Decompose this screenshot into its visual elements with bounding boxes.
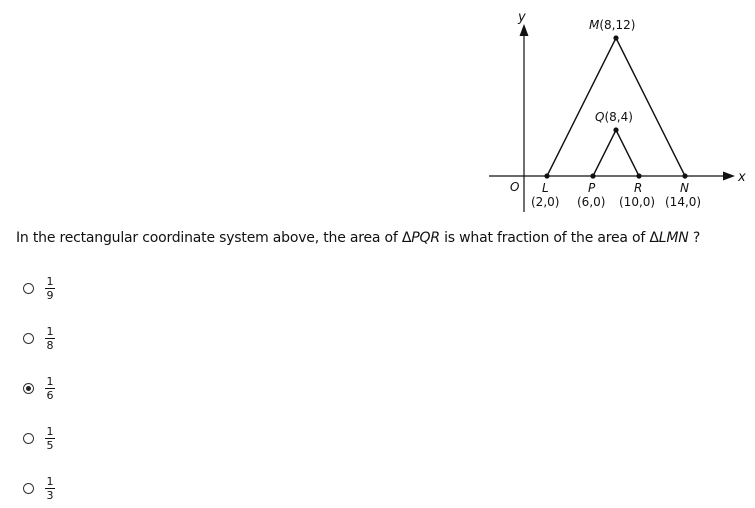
radio-button[interactable]	[23, 433, 34, 444]
fraction	[44, 276, 56, 301]
point-m	[613, 35, 618, 40]
triangle-pqr	[593, 130, 639, 176]
point-p	[590, 173, 595, 178]
question-text	[16, 230, 700, 246]
letter-n: N	[680, 181, 689, 195]
choice-3[interactable]	[23, 376, 143, 406]
triangle-lmn-name: LMN	[658, 230, 689, 246]
radio-button[interactable]	[23, 483, 34, 494]
choice-2[interactable]	[23, 326, 143, 356]
question-part-1: In the rectangular coordinate system above, the area of	[16, 230, 402, 246]
x-axis-arrow	[723, 172, 735, 181]
triangle-pqr-name: PQR	[411, 230, 440, 246]
label-q: Q(8,4)	[595, 110, 633, 124]
numerator: 1	[46, 475, 54, 488]
point-n	[682, 173, 687, 178]
delta-symbol: Δ	[401, 230, 412, 246]
numerator: 1	[46, 325, 54, 338]
fraction	[44, 476, 56, 501]
question-part-2: is what fraction of the area of	[439, 230, 650, 246]
coords-p: (6,0)	[577, 195, 606, 209]
y-axis-label: y	[518, 10, 526, 25]
delta-symbol: Δ	[649, 230, 659, 246]
point-r	[636, 173, 641, 178]
denominator: 6	[46, 389, 54, 402]
fraction	[44, 426, 56, 451]
radio-button[interactable]	[23, 283, 34, 294]
point-l	[544, 173, 549, 178]
denominator: 3	[46, 489, 54, 502]
question-part-3: ?	[688, 230, 701, 246]
denominator: 5	[46, 439, 54, 452]
choice-4[interactable]	[23, 426, 143, 456]
choice-1[interactable]	[23, 276, 143, 306]
radio-button[interactable]	[23, 333, 34, 344]
denominator: 9	[46, 289, 54, 302]
denominator: 8	[46, 339, 54, 352]
letter-r: R	[634, 181, 643, 195]
point-q	[613, 127, 618, 132]
numerator: 1	[46, 425, 54, 438]
coords-r: (10,0)	[619, 195, 656, 209]
triangle-lmn	[547, 38, 685, 176]
coords-l: (2,0)	[531, 195, 560, 209]
fraction	[44, 376, 56, 401]
coordinate-figure	[0, 0, 755, 225]
radio-button[interactable]	[23, 383, 34, 394]
x-axis-label: x	[738, 170, 746, 185]
label-m: M(8,12)	[589, 18, 636, 32]
letter-l: L	[542, 181, 549, 195]
choice-5[interactable]	[23, 476, 143, 506]
numerator: 1	[46, 375, 54, 388]
coords-n: (14,0)	[665, 195, 702, 209]
y-axis-arrow	[520, 24, 529, 36]
fraction	[44, 326, 56, 351]
numerator: 1	[46, 275, 54, 288]
letter-p: P	[588, 181, 596, 195]
origin-label: O	[510, 180, 520, 194]
